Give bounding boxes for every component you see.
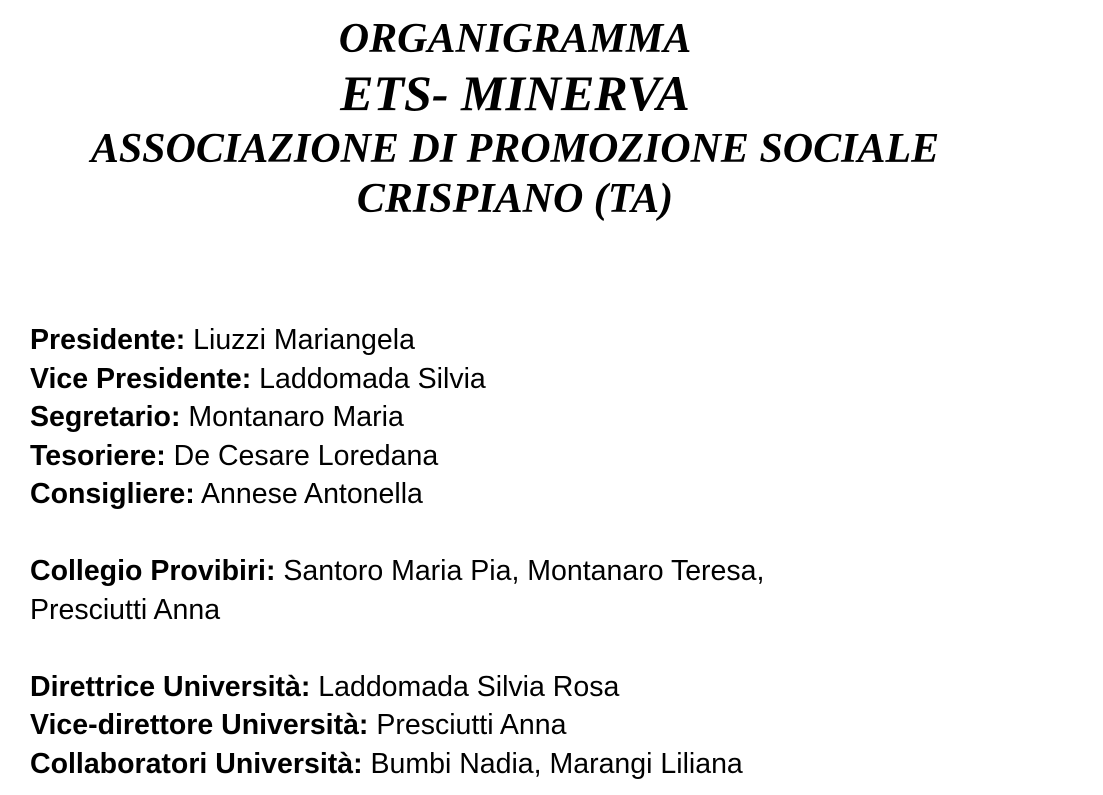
role-label: Vice-direttore Università: bbox=[30, 709, 369, 741]
role-holder: Presciutti Anna bbox=[368, 709, 567, 741]
role-holder: Liuzzi Mariangela bbox=[185, 324, 415, 356]
role-label: Direttrice Università: bbox=[30, 670, 311, 703]
role-label: Presidente: bbox=[30, 324, 186, 356]
role-label: Vice Presidente: bbox=[30, 362, 252, 395]
role-holder: Montanaro Maria bbox=[180, 401, 404, 433]
section-spacer bbox=[30, 629, 1080, 668]
board-row-presidente bbox=[30, 321, 1080, 360]
university-row-direttrice bbox=[30, 668, 1080, 707]
role-holder: Annese Antonella bbox=[194, 478, 423, 510]
university-row-vice-direttore bbox=[30, 706, 1080, 745]
section-spacer bbox=[30, 514, 1080, 553]
board-row-consigliere bbox=[30, 475, 1080, 514]
organization-type: ASSOCIAZIONE DI PROMOZIONE SOCIALE bbox=[90, 126, 940, 172]
board-row-vice-presidente bbox=[30, 360, 1080, 399]
role-holder: Laddomada Silvia bbox=[251, 362, 486, 395]
organization-location: CRISPIANO (TA) bbox=[356, 176, 674, 222]
org-chart-body bbox=[30, 321, 1080, 783]
role-holder: Laddomada Silvia Rosa bbox=[310, 670, 620, 703]
role-label: Segretario: bbox=[30, 401, 181, 433]
document-header bbox=[0, 18, 1030, 228]
role-holder: De Cesare Loredana bbox=[165, 439, 439, 472]
collegio-continuation: Presciutti Anna bbox=[30, 593, 221, 626]
role-label: Collegio Provibiri: bbox=[30, 555, 276, 587]
organization-name: ETS- MINERVA bbox=[340, 65, 690, 121]
role-label: Tesoriere: bbox=[30, 439, 166, 472]
header-title: ORGANIGRAMMA bbox=[338, 16, 692, 62]
role-holder: Santoro Maria Pia, Montanaro Teresa, bbox=[275, 555, 765, 587]
role-label: Consigliere: bbox=[30, 478, 195, 510]
board-row-tesoriere bbox=[30, 437, 1080, 476]
role-holder: Bumbi Nadia, Marangi Liliana bbox=[362, 747, 743, 780]
collegio-row bbox=[30, 552, 1080, 591]
role-label: Collaboratori Università: bbox=[30, 747, 363, 780]
board-row-segretario bbox=[30, 398, 1080, 437]
university-row-collaboratori bbox=[30, 745, 1080, 784]
